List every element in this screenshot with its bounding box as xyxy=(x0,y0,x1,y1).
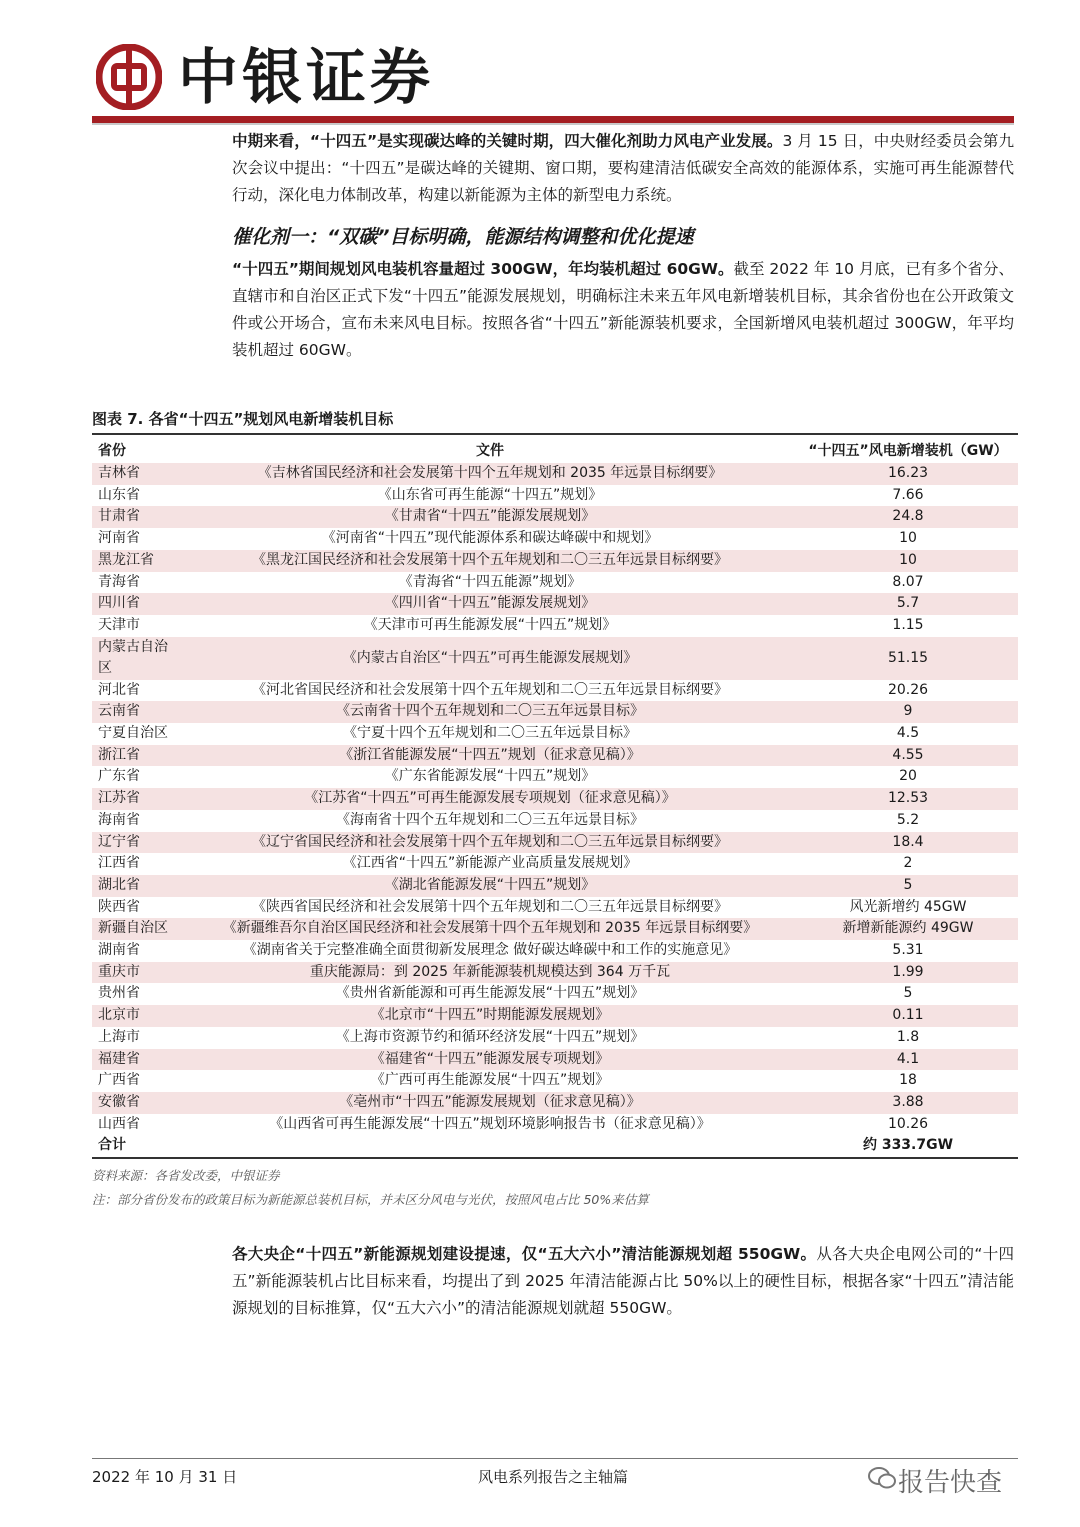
cell-document: 《江苏省“十四五”可再生能源发展专项规划（征求意见稿）》 xyxy=(182,788,798,810)
cell-document: 《吉林省国民经济和社会发展第十四个五年规划和 2035 年远景目标纲要》 xyxy=(182,463,798,485)
table-row xyxy=(92,637,1018,680)
cell-capacity: 0.11 xyxy=(798,1005,1018,1027)
col-header-province: 省份 xyxy=(98,443,126,459)
intro-lead: 中期来看，“十四五”是实现碳达峰的关键时期，四大催化剂助力风电产业发展。 xyxy=(232,132,783,150)
table-row xyxy=(92,572,1018,594)
wechat-icon xyxy=(868,1466,896,1490)
cell-province: 青海省 xyxy=(98,573,140,590)
table-total-row xyxy=(92,1135,1018,1158)
table-row xyxy=(92,463,1018,485)
table-row xyxy=(92,528,1018,550)
cell-total-empty xyxy=(182,1135,798,1158)
table-row xyxy=(92,485,1018,507)
cell-document: 《浙江省能源发展“十四五”规划（征求意见稿）》 xyxy=(182,745,798,767)
footnote: 注：部分省份发布的政策目标为新能源总装机目标，并未区分风电与光伏，按照风电占比 50%来估算 xyxy=(92,1192,649,1207)
cell-document: 《贵州省新能源和可再生能源发展“十四五”规划》 xyxy=(335,985,645,1002)
cell-document: 《山东省可再生能源“十四五”规划》 xyxy=(377,486,603,503)
cell-province: 浙江省 xyxy=(92,745,182,767)
cell-document: 《河北省国民经济和社会发展第十四个五年规划和二〇三五年远景目标纲要》 xyxy=(252,681,728,698)
cell-province: 重庆市 xyxy=(92,962,182,984)
table-row xyxy=(92,853,1018,875)
header-rule-grey xyxy=(92,123,1014,125)
cell-document: 《广东省能源发展“十四五”规划》 xyxy=(384,768,596,785)
cell-capacity: 10.26 xyxy=(887,1115,929,1132)
cell-capacity: 24.8 xyxy=(798,506,1018,528)
paragraph-2 xyxy=(232,256,1014,364)
source-note: 资料来源：各省发改委，中银证券 xyxy=(92,1168,280,1183)
cell-province: 甘肃省 xyxy=(92,506,182,528)
cell-document: 《河南省“十四五”现代能源体系和碳达峰碳中和规划》 xyxy=(321,530,659,547)
bank-of-china-logo-icon xyxy=(96,44,162,110)
cell-document: 《福建省“十四五”能源发展专项规划》 xyxy=(182,1049,798,1071)
cell-capacity: 1.99 xyxy=(798,962,1018,984)
table-header-row xyxy=(92,437,1018,463)
cell-document: 《山西省可再生能源发展“十四五”规划环境影响报告书（征求意见稿）》 xyxy=(269,1115,711,1132)
table-row xyxy=(92,918,1018,940)
cell-document: 《陕西省国民经济和社会发展第十四个五年规划和二〇三五年远景目标纲要》 xyxy=(252,898,728,915)
cell-capacity: 5.2 xyxy=(896,811,920,828)
cell-total-label: 合计 xyxy=(92,1135,182,1158)
footer-rule xyxy=(92,1458,1018,1459)
cell-province: 黑龙江省 xyxy=(92,550,182,572)
cell-document: 《内蒙古自治区“十四五”可再生能源发展规划》 xyxy=(182,637,798,680)
table-row xyxy=(92,506,1018,528)
cell-province: 贵州省 xyxy=(98,985,140,1002)
cell-province: 北京市 xyxy=(92,1005,182,1027)
cell-province: 湖北省 xyxy=(92,875,182,897)
cell-total-value: 约 333.7GW xyxy=(798,1135,1018,1158)
cell-capacity: 5 xyxy=(798,875,1018,897)
paragraph-3 xyxy=(232,1241,1014,1322)
cell-capacity: 5 xyxy=(903,985,913,1002)
cell-province: 天津市 xyxy=(98,616,140,633)
cell-province: 山东省 xyxy=(98,486,140,503)
table-row xyxy=(92,1005,1018,1027)
table-row xyxy=(92,962,1018,984)
col-header-capacity: “十四五”风电新增装机（GW） xyxy=(808,443,1008,459)
cell-capacity: 4.55 xyxy=(798,745,1018,767)
cell-capacity: 1.8 xyxy=(896,1028,920,1045)
cell-document: 《天津市可再生能源发展“十四五”规划》 xyxy=(363,616,617,633)
cell-province: 宁夏自治区 xyxy=(98,725,168,742)
cell-province: 辽宁省 xyxy=(92,832,182,854)
cell-province: 山西省 xyxy=(98,1115,140,1132)
cell-capacity: 5.31 xyxy=(892,942,924,959)
cell-capacity: 2 xyxy=(903,855,913,872)
cell-capacity: 4.1 xyxy=(798,1049,1018,1071)
cell-document: 《青海省“十四五能源”规划》 xyxy=(398,573,582,590)
cell-province: 海南省 xyxy=(98,811,140,828)
cell-document: 《江西省“十四五”新能源产业高质量发展规划》 xyxy=(342,855,638,872)
cell-document: 《上海市资源节约和循环经济发展“十四五”规划》 xyxy=(335,1028,645,1045)
cell-document: 《湖北省能源发展“十四五”规划》 xyxy=(182,875,798,897)
col-header-document: 文件 xyxy=(476,443,504,459)
table-row xyxy=(92,897,1018,919)
cell-document: 《新疆维吾尔自治区国民经济和社会发展第十四个五年规划和 2035 年远景目标纲要》 xyxy=(182,918,798,940)
cell-capacity: 18 xyxy=(899,1072,917,1089)
table-row xyxy=(92,1070,1018,1092)
cell-province: 福建省 xyxy=(92,1049,182,1071)
cell-document: 《湖南省关于完整准确全面贯彻新发展理念 做好碳达峰碳中和工作的实施意见》 xyxy=(242,942,738,959)
table-row xyxy=(92,680,1018,702)
cell-province: 广西省 xyxy=(98,1072,140,1089)
cell-province: 河北省 xyxy=(98,681,140,698)
cell-capacity: 10 xyxy=(798,550,1018,572)
cell-capacity: 18.4 xyxy=(798,832,1018,854)
cell-capacity: 12.53 xyxy=(798,788,1018,810)
paragraph-2-lead: “十四五”期间规划风电装机容量超过 300GW，年均装机超过 60GW。 xyxy=(232,260,734,278)
table-row xyxy=(92,701,1018,723)
cell-document: 《四川省“十四五”能源发展规划》 xyxy=(182,593,798,615)
paragraph-3-body: 从各大央企电网公司的“十四五”新能源装机占比目标来看，均提出了到 2025 年清洁能源占比 50%以上的硬性目标，根据各家“十四五”清洁能源规划的目标推算，仅“五大六小”的清洁能源规划就超 550GW。 xyxy=(232,1245,1015,1317)
paragraph-3-lead: 各大央企“十四五”新能源规划建设提速，仅“五大六小”清洁能源规划超 550GW。 xyxy=(232,1245,817,1263)
cell-province: 河南省 xyxy=(98,530,140,547)
intro-body: 3 月 15 日，中央财经委员会第九次会议中提出：“十四五”是碳达峰的关键期、窗口期，要构建清洁低碳安全高效的能源体系，实施可再生能源替代行动，深化电力体制改革，构建以新能源为主体的新型电力系统。 xyxy=(232,132,1014,204)
cell-capacity: 10 xyxy=(899,530,917,547)
cell-province: 江西省 xyxy=(98,855,140,872)
cell-province: 内蒙古自治区 xyxy=(92,637,182,680)
table-row xyxy=(92,875,1018,897)
cell-document: 《海南省十四个五年规划和二〇三五年远景目标》 xyxy=(336,811,644,828)
cell-document: 重庆能源局：到 2025 年新能源装机规模达到 364 万千瓦 xyxy=(182,962,798,984)
cell-capacity: 1.15 xyxy=(892,616,924,633)
cell-document: 《黑龙江国民经济和社会发展第十四个五年规划和二〇三五年远景目标纲要》 xyxy=(182,550,798,572)
cell-capacity: 51.15 xyxy=(798,637,1018,680)
table-top-rule xyxy=(92,433,1018,435)
cell-province: 湖南省 xyxy=(98,942,140,959)
table-row xyxy=(92,745,1018,767)
cell-capacity: 新增新能源约 49GW xyxy=(798,918,1018,940)
cell-document: 《亳州市“十四五”能源发展规划（征求意见稿）》 xyxy=(182,1092,798,1114)
cell-province: 安徽省 xyxy=(92,1092,182,1114)
table-row xyxy=(92,550,1018,572)
cell-province: 上海市 xyxy=(98,1028,140,1045)
table-row xyxy=(92,1049,1018,1071)
table-row xyxy=(92,1027,1018,1049)
cell-capacity: 9 xyxy=(798,701,1018,723)
watermark: 报告快查 xyxy=(898,1468,1003,1498)
table-row xyxy=(92,832,1018,854)
cell-capacity: 风光新增约 45GW xyxy=(849,898,967,915)
cell-document: 《云南省十四个五年规划和二〇三五年远景目标》 xyxy=(182,701,798,723)
brand-name: 中银证券 xyxy=(178,43,434,113)
table-row xyxy=(92,723,1018,745)
cell-province: 吉林省 xyxy=(92,463,182,485)
cell-capacity: 5.7 xyxy=(798,593,1018,615)
cell-capacity: 4.5 xyxy=(896,725,920,742)
paragraph-2-body: 截至 2022 年 10 月底，已有多个省分、直辖市和自治区正式下发“十四五”能源发展规划，明确标注未来五年风电新增装机目标，其余省份也在公开政策文件或公开场合，宣布未来风电目标。按照各省“十四五”新能源装机要求，全国新增风电装机超过 300GW，年平均装机超过 60GW。 xyxy=(232,260,1014,359)
footer-title: 风电系列报告之主轴篇 xyxy=(478,1468,629,1486)
cell-province: 云南省 xyxy=(92,701,182,723)
table-row xyxy=(92,1092,1018,1114)
cell-capacity: 16.23 xyxy=(798,463,1018,485)
cell-province: 陕西省 xyxy=(98,898,140,915)
table-row xyxy=(92,788,1018,810)
cell-capacity: 20.26 xyxy=(887,681,929,698)
table-row xyxy=(92,766,1018,788)
cell-capacity: 7.66 xyxy=(892,486,924,503)
footer-date: 2022 年 10 月 31 日 xyxy=(92,1468,238,1486)
table-row xyxy=(92,1114,1018,1136)
header-rule xyxy=(92,116,1014,123)
cell-document: 《广西可再生能源发展“十四五”规划》 xyxy=(370,1072,610,1089)
capacity-table xyxy=(92,437,1018,1159)
intro-paragraph xyxy=(232,128,1014,209)
section-heading: 催化剂一：“双碳”目标明确，能源结构调整和优化提速 xyxy=(232,226,694,248)
table-row xyxy=(92,983,1018,1005)
cell-capacity: 3.88 xyxy=(798,1092,1018,1114)
cell-province: 广东省 xyxy=(98,768,140,785)
cell-document: 《辽宁省国民经济和社会发展第十四个五年规划和二〇三五年远景目标纲要》 xyxy=(182,832,798,854)
cell-province: 江苏省 xyxy=(92,788,182,810)
cell-document: 《宁夏十四个五年规划和二〇三五年远景目标》 xyxy=(343,725,637,742)
cell-capacity: 8.07 xyxy=(892,573,924,590)
table-row xyxy=(92,810,1018,832)
cell-province: 新疆自治区 xyxy=(92,918,182,940)
figure-title: 图表 7. 各省“十四五”规划风电新增装机目标 xyxy=(92,410,394,428)
cell-document: 《北京市“十四五”时期能源发展规划》 xyxy=(182,1005,798,1027)
table-row xyxy=(92,940,1018,962)
cell-province: 四川省 xyxy=(92,593,182,615)
table-row xyxy=(92,615,1018,637)
cell-capacity: 20 xyxy=(899,768,917,785)
cell-document: 《甘肃省“十四五”能源发展规划》 xyxy=(182,506,798,528)
table-row xyxy=(92,593,1018,615)
